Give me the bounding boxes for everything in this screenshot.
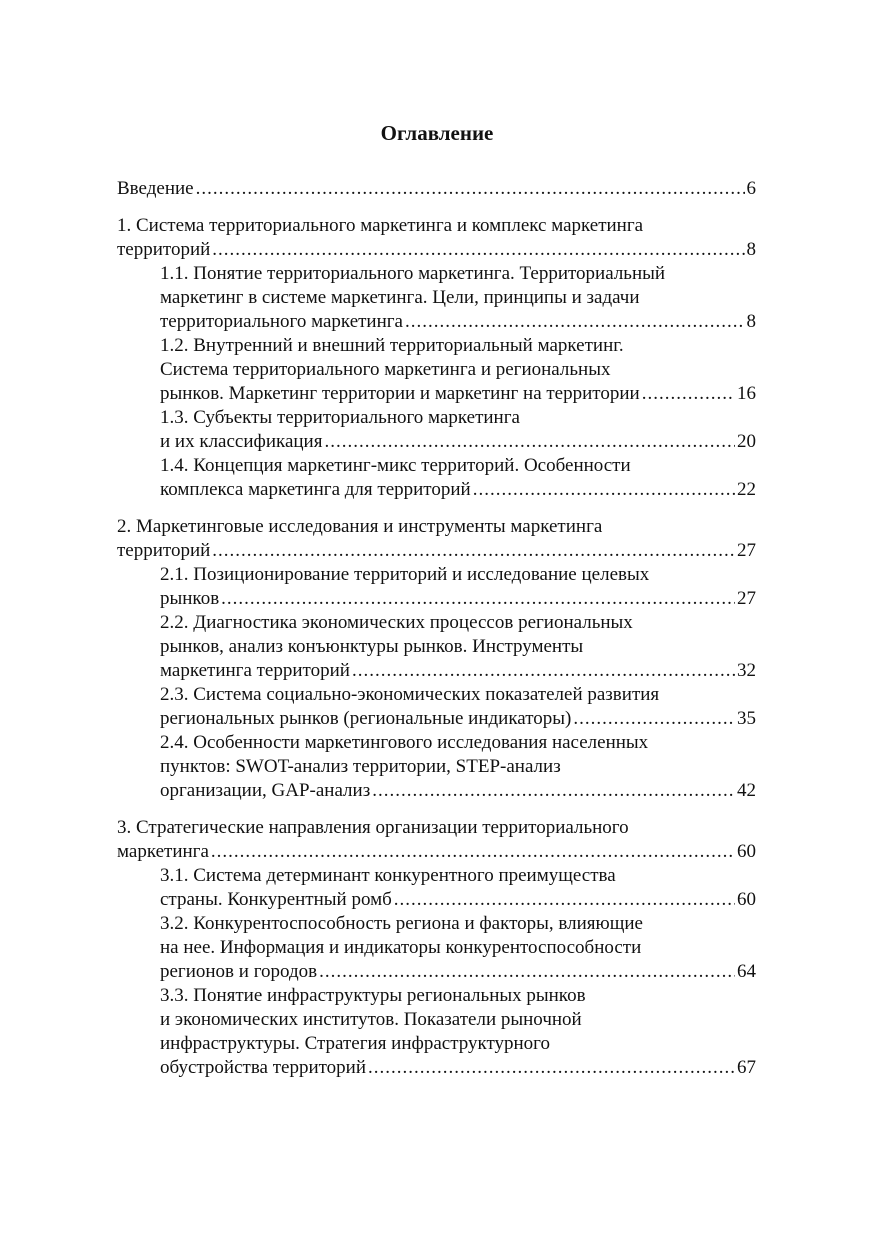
section-title-line: 2.2. Диагностика экономических процессов региональных: [160, 612, 633, 633]
toc-chapter-2[interactable]: [117, 515, 756, 563]
toc-section-2-4[interactable]: [117, 731, 756, 803]
section-title-line: организации, GAP-анализ: [160, 780, 371, 801]
section-title-line: Система территориального маркетинга и региональных: [160, 359, 611, 380]
section-title-line: маркетинг в системе маркетинга. Цели, принципы и задачи: [160, 287, 640, 308]
page-number: 60: [737, 889, 756, 910]
page-number: 22: [737, 479, 756, 500]
section-title-line: 1.4. Концепция маркетинг-микс территорий. Особенности: [160, 455, 631, 476]
page-number: 42: [737, 780, 756, 801]
dot-leader: [642, 382, 735, 406]
section-title-line: 3.2. Конкурентоспособность региона и факторы, влияющие: [160, 913, 643, 934]
page-number: 27: [737, 588, 756, 609]
toc-section-1-3[interactable]: [117, 406, 756, 454]
toc-section-2-2[interactable]: [117, 611, 756, 683]
chapter-title-line: 3. Стратегические направления организации территориального: [117, 817, 629, 838]
page-number: 8: [746, 311, 756, 332]
toc-section-3-1[interactable]: [117, 864, 756, 912]
section-title-line: 3.3. Понятие инфраструктуры региональных рынков: [160, 985, 586, 1006]
dot-leader: [405, 310, 745, 334]
chapter-title-line: территорий: [117, 239, 211, 260]
section-title-line: комплекса маркетинга для территорий: [160, 479, 471, 500]
section-title-line: и их классификация: [160, 431, 323, 452]
chapter-title-line: маркетинга: [117, 841, 209, 862]
dot-leader: [352, 659, 735, 683]
dot-leader: [324, 430, 735, 454]
chapter-title-line: 2. Маркетинговые исследования и инструменты маркетинга: [117, 516, 603, 537]
section-title-line: рынков, анализ конъюнктуры рынков. Инструменты: [160, 636, 584, 657]
section-title-line: 2.3. Система социально-экономических показателей развития: [160, 684, 660, 705]
section-title-line: 3.1. Система детерминант конкурентного преимущества: [160, 865, 616, 886]
toc-entry-title: Введение: [117, 178, 194, 199]
section-title-line: 2.1. Позиционирование территорий и исследование целевых: [160, 564, 650, 585]
section-title-line: 1.2. Внутренний и внешний территориальный маркетинг.: [160, 335, 624, 356]
dot-leader: [221, 587, 735, 611]
toc-section-2-3[interactable]: [117, 683, 756, 731]
page-number: 6: [746, 178, 756, 199]
page-title: Оглавление: [380, 121, 494, 145]
toc-section-3-3[interactable]: [117, 984, 756, 1080]
page-number: 67: [737, 1057, 756, 1078]
dot-leader: [368, 1056, 735, 1080]
chapter-title-line: территорий: [117, 540, 211, 561]
toc-entry-intro[interactable]: [117, 177, 756, 201]
dot-leader: [211, 840, 735, 864]
page-number: 35: [737, 708, 756, 729]
section-title-line: 2.4. Особенности маркетингового исследования населенных: [160, 732, 649, 753]
dot-leader: [212, 238, 744, 262]
toc-section-1-4[interactable]: [117, 454, 756, 502]
section-title-line: на нее. Информация и индикаторы конкурентоспособности: [160, 937, 642, 958]
dot-leader: [573, 707, 735, 731]
dot-leader: [319, 960, 735, 984]
section-title-line: 1.1. Понятие территориального маркетинга. Территориальный: [160, 263, 666, 284]
section-title-line: регионов и городов: [160, 961, 318, 982]
page-number: 8: [746, 239, 756, 260]
dot-leader: [394, 888, 735, 912]
section-title-line: и экономических институтов. Показатели рыночной: [160, 1009, 582, 1030]
page-number: 20: [737, 431, 756, 452]
toc-chapter-3[interactable]: [117, 816, 756, 864]
chapter-title-line: 1. Система территориального маркетинга и комплекс маркетинга: [117, 215, 644, 236]
page-number: 16: [737, 383, 756, 404]
section-title-line: 1.3. Субъекты территориального маркетинга: [160, 407, 520, 428]
section-title-line: рынков: [160, 588, 220, 609]
page-number: 60: [737, 841, 756, 862]
dot-leader: [196, 177, 745, 201]
section-title-line: территориального маркетинга: [160, 311, 403, 332]
toc-chapter-1[interactable]: [117, 214, 756, 262]
toc-section-1-1[interactable]: [117, 262, 756, 334]
dot-leader: [372, 779, 735, 803]
page-number: 27: [737, 540, 756, 561]
toc-section-1-2[interactable]: [117, 334, 756, 406]
section-title-line: пунктов: SWOT-анализ территории, STEP-анализ: [160, 756, 561, 777]
section-title-line: инфраструктуры. Стратегия инфраструктурного: [160, 1033, 551, 1054]
page-number: 64: [737, 961, 756, 982]
toc-section-3-2[interactable]: [117, 912, 756, 984]
section-title-line: обустройства территорий: [160, 1057, 367, 1078]
dot-leader: [473, 478, 735, 502]
section-title-line: маркетинга территорий: [160, 660, 350, 681]
page-number: 32: [737, 660, 756, 681]
toc-section-2-1[interactable]: [117, 563, 756, 611]
table-of-contents: [117, 177, 756, 1080]
dot-leader: [212, 539, 735, 563]
section-title-line: региональных рынков (региональные индикаторы): [160, 708, 572, 729]
section-title-line: страны. Конкурентный ромб: [160, 889, 392, 910]
section-title-line: рынков. Маркетинг территории и маркетинг на территории: [160, 383, 640, 404]
